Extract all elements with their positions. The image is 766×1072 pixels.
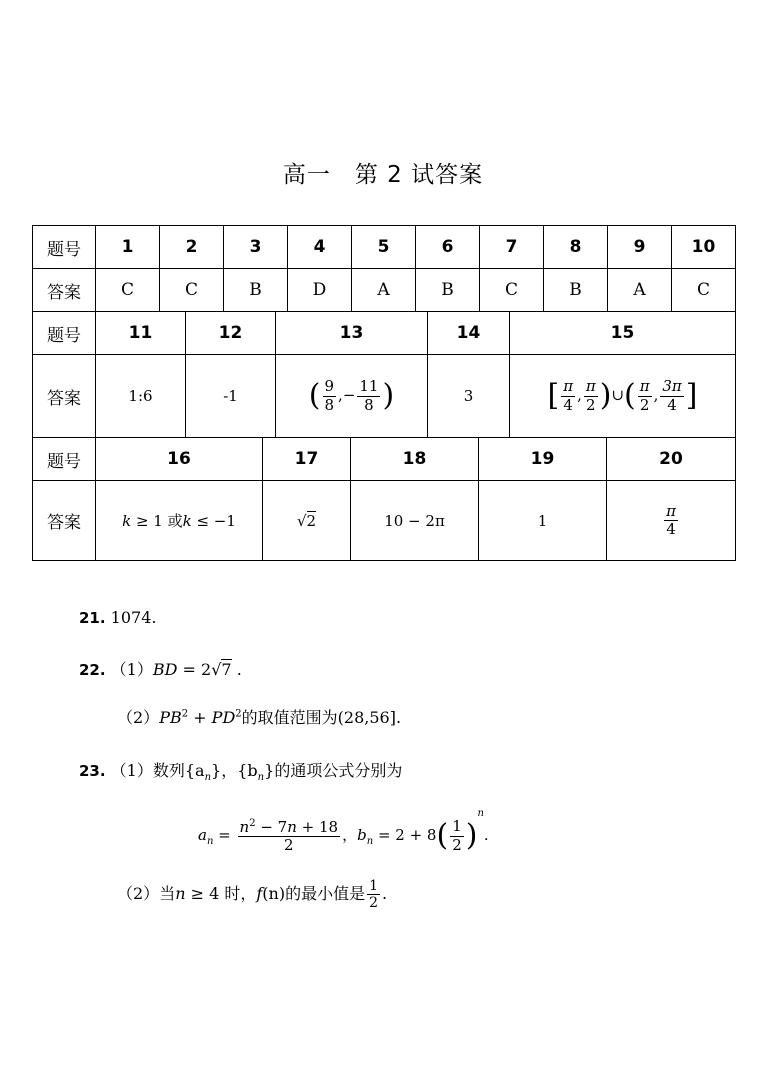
question-number: 14: [428, 312, 510, 355]
denominator: 4: [563, 395, 573, 414]
question-22-part-2: [117, 705, 401, 728]
answer-cell: 1: [479, 481, 607, 561]
radicand: 7: [221, 660, 232, 679]
answer-cell-20: [607, 481, 736, 561]
question-number: 10: [672, 226, 736, 269]
answer-cell-17: [263, 481, 351, 561]
question-number: 3: [224, 226, 288, 269]
var-k: k: [182, 512, 192, 530]
fraction: [367, 878, 380, 911]
table-row: [33, 226, 736, 269]
exponent: n: [477, 808, 484, 819]
answer-table-3: [32, 437, 736, 561]
sqrt-sign: √: [211, 660, 222, 679]
numerator: [238, 818, 341, 837]
question-23-part-1: [79, 758, 402, 783]
question-number: 5: [352, 226, 416, 269]
math-set: }: [211, 761, 222, 780]
answer-cell: 3: [428, 355, 510, 438]
table-row: [33, 312, 736, 355]
math-text: ≥ 4: [185, 884, 225, 904]
subscript: n: [206, 836, 214, 847]
question-number: 23.: [79, 762, 106, 780]
part-label: （2）: [117, 884, 160, 904]
question-number: 4: [288, 226, 352, 269]
math-var: f: [256, 884, 263, 904]
exponent: 2: [249, 817, 256, 829]
answer-cell: 1:6: [96, 355, 186, 438]
question-number: 9: [608, 226, 672, 269]
numerator: π: [639, 377, 650, 396]
fraction: [450, 818, 464, 854]
answer-cell-13: [276, 355, 428, 438]
punct: .: [483, 826, 489, 844]
exponent: 2: [235, 708, 242, 720]
question-number: 19: [479, 438, 607, 481]
page-title: 高一 第 2 试答案: [282, 162, 484, 188]
denominator: 2: [284, 836, 294, 854]
header-cell: 答案: [33, 355, 96, 438]
math-set: {b: [237, 761, 258, 780]
question-number: 15: [510, 312, 736, 355]
paren-right: ): [599, 378, 612, 413]
answer-cell: C: [96, 269, 160, 312]
part-label: （2）: [117, 708, 160, 727]
denominator: 2: [452, 835, 462, 854]
math-text: =: [213, 826, 236, 844]
math-set: }: [264, 761, 275, 780]
body-text: 数列: [152, 761, 185, 780]
fraction: [561, 378, 575, 414]
answer-cell: A: [608, 269, 672, 312]
denominator: 4: [666, 520, 676, 538]
table-row: [33, 269, 736, 312]
paren-left: (: [308, 378, 321, 413]
fraction: [357, 378, 380, 414]
math-var: n: [239, 817, 250, 836]
denominator: 8: [364, 395, 374, 414]
math-var: PB: [159, 708, 182, 727]
numerator: π: [585, 377, 596, 396]
numerator: π: [563, 377, 574, 396]
table-row: [33, 481, 736, 561]
answer-cell: A: [352, 269, 416, 312]
numerator: 1: [452, 817, 462, 836]
fraction: [660, 378, 683, 414]
answer-cell: 10 − 2π: [351, 481, 479, 561]
punct: .: [231, 660, 242, 679]
body-text: 时，: [224, 884, 257, 904]
answer-cell-15: [ $\frac{\pi}{4}$ , $\frac{\pi}{2}$ )∪( $\frac{\pi}{2}$ , $\frac{3\pi}{4}$ ]: [510, 355, 736, 438]
denominator: 2: [586, 395, 596, 414]
subscript: n: [366, 836, 374, 847]
separator: ,−: [338, 386, 356, 404]
denominator: 8: [324, 395, 335, 414]
answer-table-1: [32, 225, 736, 312]
inequality: ≥ 1: [131, 512, 168, 530]
question-21: [79, 608, 156, 627]
paren-left: (: [624, 378, 636, 413]
fraction: [238, 818, 341, 855]
question-number: 7: [480, 226, 544, 269]
fraction: [664, 503, 678, 539]
answer-cell: C: [160, 269, 224, 312]
math-var: BD: [152, 660, 178, 679]
math-set: {a: [184, 761, 205, 780]
question-23-part-2: [117, 878, 387, 911]
exponent: 2: [181, 708, 189, 720]
math-var: n: [175, 884, 186, 904]
math-text: = 2: [177, 660, 212, 679]
subscript: n: [257, 772, 265, 784]
or-word: 或: [167, 512, 183, 530]
bracket-left: [: [547, 378, 560, 413]
answer-cell: C: [672, 269, 736, 312]
fraction: [638, 378, 652, 414]
answer-text: 1074.: [110, 608, 157, 627]
body-text: 的取值范围为: [241, 708, 338, 727]
question-22-part-1: [79, 657, 242, 680]
inequality: ≤ −1: [191, 512, 236, 530]
header-cell: 题号: [33, 226, 96, 269]
numerator: π: [666, 501, 676, 520]
question-number: 22.: [79, 661, 106, 679]
question-number: 8: [544, 226, 608, 269]
bracket-right: ]: [685, 378, 698, 413]
body-text: 的通项公式分别为: [274, 761, 403, 780]
fraction: [323, 378, 337, 414]
denominator: 2: [369, 895, 379, 912]
numerator: 1: [369, 878, 379, 894]
header-cell: 答案: [33, 269, 96, 312]
header-cell: 题号: [33, 312, 96, 355]
numerator: 3π: [662, 377, 682, 396]
header-cell: 答案: [33, 481, 96, 561]
answer-cell: -1: [186, 355, 276, 438]
punct: .: [382, 884, 388, 904]
denominator: 4: [667, 395, 677, 414]
answer-table-2: [32, 311, 736, 438]
answer-cell: C: [480, 269, 544, 312]
math-var: a: [198, 826, 207, 844]
question-23-formula: [198, 808, 489, 854]
paren-right: ): [382, 378, 395, 413]
part-label: （1）: [110, 660, 153, 679]
body-text: 当: [159, 884, 176, 904]
answer-cell: B: [416, 269, 480, 312]
table-row: [33, 355, 736, 438]
math-var: n: [287, 817, 297, 836]
part-label: （1）: [110, 761, 153, 780]
math-text: (n): [262, 884, 286, 904]
question-number: 18: [351, 438, 479, 481]
question-number: 13: [276, 312, 428, 355]
denominator: 2: [639, 395, 650, 414]
paren-left: (: [436, 818, 449, 853]
question-number: 6: [416, 226, 480, 269]
numerator: 9: [324, 377, 335, 396]
sqrt-sign: √: [296, 511, 307, 530]
table-row: [33, 438, 736, 481]
answer-cell: B: [224, 269, 288, 312]
question-number: 21.: [79, 609, 106, 627]
math-text: − 7: [255, 817, 288, 836]
var-k: k: [122, 512, 132, 530]
numerator: 11: [359, 377, 379, 396]
math-text: + 18: [296, 817, 339, 836]
body-text: 的最小值是: [285, 884, 366, 904]
header-cell: 题号: [33, 438, 96, 481]
punct: .: [395, 708, 402, 727]
question-number: 20: [607, 438, 736, 481]
answer-cell: B: [544, 269, 608, 312]
fraction: [584, 378, 598, 414]
question-number: 17: [263, 438, 351, 481]
union-symbol: ∪: [611, 386, 625, 404]
question-number: 16: [96, 438, 263, 481]
paren-right: ): [465, 818, 478, 853]
punct: ，: [221, 761, 238, 780]
math-text: = 2 + 8: [373, 826, 437, 844]
answer-cell: D: [288, 269, 352, 312]
question-number: 12: [186, 312, 276, 355]
math-text: +: [188, 708, 212, 727]
math-var: PD: [211, 708, 236, 727]
question-number: 2: [160, 226, 224, 269]
radicand: 2: [306, 511, 317, 530]
answer-cell-16: [96, 481, 263, 561]
interval: (28,56]: [337, 708, 396, 727]
question-number: 1: [96, 226, 160, 269]
punct: ，: [342, 826, 358, 844]
math-var: b: [357, 826, 367, 844]
question-number: 11: [96, 312, 186, 355]
subscript: n: [204, 772, 212, 784]
